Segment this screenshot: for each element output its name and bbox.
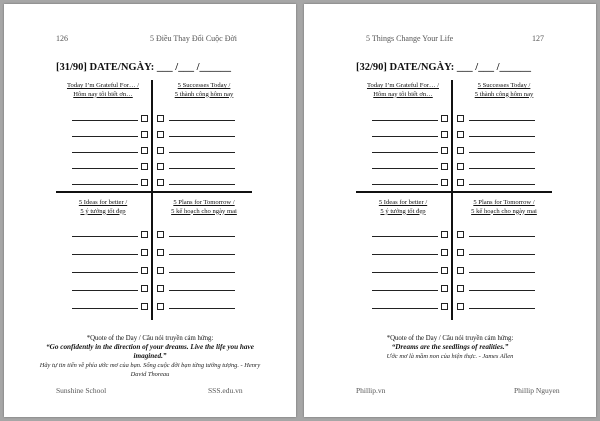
write-line[interactable] (169, 236, 235, 237)
journal-grid (56, 80, 252, 320)
checkbox[interactable] (457, 179, 464, 186)
grateful-row (372, 144, 448, 154)
checkbox[interactable] (157, 147, 164, 154)
write-line[interactable] (469, 184, 535, 185)
journal-grid (356, 80, 552, 320)
left-page (4, 4, 296, 417)
write-line[interactable] (469, 152, 535, 153)
checkbox[interactable] (441, 115, 448, 122)
write-line[interactable] (72, 168, 138, 169)
checkbox[interactable] (141, 267, 148, 274)
successes-row (157, 128, 235, 138)
checkbox[interactable] (157, 115, 164, 122)
checkbox[interactable] (441, 249, 448, 256)
successes-row (457, 160, 535, 170)
checkbox[interactable] (157, 163, 164, 170)
ideas-heading: 5 Ideas for better / 5 ý tưởng tốt đẹp (378, 199, 428, 215)
grateful-row (372, 128, 448, 138)
write-line[interactable] (469, 136, 535, 137)
write-line[interactable] (169, 272, 235, 273)
quote-block (34, 334, 266, 379)
write-line[interactable] (372, 168, 438, 169)
ideas-row (72, 300, 148, 310)
successes-heading: 5 Successes Today / 5 thành công hôm nay (474, 82, 534, 98)
grateful-row (72, 128, 148, 138)
vertical-divider (451, 80, 453, 320)
successes-row (457, 128, 535, 138)
ideas-row (72, 228, 148, 238)
ideas-row (372, 246, 448, 256)
right-page (304, 4, 596, 417)
page-number: 127 (532, 34, 544, 43)
write-line[interactable] (169, 152, 235, 153)
checkbox[interactable] (141, 163, 148, 170)
grateful-row (72, 176, 148, 186)
successes-row (157, 144, 235, 154)
checkbox[interactable] (457, 163, 464, 170)
checkbox[interactable] (141, 115, 148, 122)
write-line[interactable] (469, 290, 535, 291)
checkbox[interactable] (157, 249, 164, 256)
write-line[interactable] (72, 184, 138, 185)
checkbox[interactable] (441, 231, 448, 238)
checkbox[interactable] (457, 131, 464, 138)
ideas-row (72, 264, 148, 274)
plans-heading: 5 Plans for Tomorrow / 5 kế hoạch cho ngày mai (171, 199, 237, 215)
successes-row (457, 112, 535, 122)
plans-row (457, 246, 535, 256)
checkbox[interactable] (457, 267, 464, 274)
grateful-row (372, 176, 448, 186)
write-line[interactable] (169, 254, 235, 255)
write-line[interactable] (372, 272, 438, 273)
ideas-row (72, 282, 148, 292)
write-line[interactable] (372, 254, 438, 255)
write-line[interactable] (72, 290, 138, 291)
footer-left: Sunshine School (56, 386, 107, 395)
checkbox[interactable] (157, 285, 164, 292)
write-line[interactable] (72, 236, 138, 237)
quote-translation: Hãy tự tin tiến về phía ước mơ của bạn. Sống cuộc đời bạn từng tưởng tượng. - Henry David Thoreau (39, 362, 261, 378)
plans-row (157, 228, 235, 238)
write-line[interactable] (72, 120, 138, 121)
plans-row (457, 300, 535, 310)
quote-label: *Quote of the Day / Câu nói truyền cảm hứng: (86, 335, 214, 342)
checkbox[interactable] (441, 147, 448, 154)
grateful-row (72, 160, 148, 170)
checkbox[interactable] (457, 231, 464, 238)
checkbox[interactable] (141, 249, 148, 256)
ideas-row (372, 282, 448, 292)
quote-text: “Go confidently in the direction of your dreams. Live the life you have imagined.” (46, 343, 254, 360)
plans-heading: 5 Plans for Tomorrow / 5 kế hoạch cho ngày mai (471, 199, 537, 215)
ideas-row (372, 228, 448, 238)
checkbox[interactable] (457, 285, 464, 292)
write-line[interactable] (372, 184, 438, 185)
plans-row (457, 264, 535, 274)
plans-row (457, 228, 535, 238)
ideas-heading: 5 Ideas for better / 5 ý tưởng tốt đẹp (78, 199, 128, 215)
plans-row (157, 300, 235, 310)
checkbox[interactable] (157, 179, 164, 186)
write-line[interactable] (169, 290, 235, 291)
checkbox[interactable] (141, 303, 148, 310)
write-line[interactable] (372, 290, 438, 291)
write-line[interactable] (169, 168, 235, 169)
write-line[interactable] (72, 308, 138, 309)
grateful-heading: Today I’m Grateful For… / Hôm nay tôi biết ơn… (366, 82, 440, 98)
ideas-row (372, 300, 448, 310)
write-line[interactable] (169, 308, 235, 309)
horizontal-divider (356, 191, 552, 193)
checkbox[interactable] (141, 131, 148, 138)
checkbox[interactable] (157, 231, 164, 238)
checkbox[interactable] (141, 147, 148, 154)
ideas-row (72, 246, 148, 256)
write-line[interactable] (169, 184, 235, 185)
checkbox[interactable] (441, 267, 448, 274)
write-line[interactable] (169, 136, 235, 137)
horizontal-divider (56, 191, 252, 193)
plans-row (457, 282, 535, 292)
checkbox[interactable] (441, 131, 448, 138)
successes-row (157, 112, 235, 122)
checkbox[interactable] (141, 179, 148, 186)
successes-row (157, 160, 235, 170)
running-title: 5 Điều Thay Đổi Cuộc Đời (150, 34, 237, 43)
write-line[interactable] (372, 120, 438, 121)
checkbox[interactable] (457, 303, 464, 310)
date-heading: [31/90] DATE/NGÀY: ___ /___ /______ (56, 62, 232, 73)
ideas-row (372, 264, 448, 274)
write-line[interactable] (72, 272, 138, 273)
write-line[interactable] (72, 152, 138, 153)
checkbox[interactable] (441, 285, 448, 292)
quote-block (334, 334, 566, 361)
write-line[interactable] (372, 152, 438, 153)
checkbox[interactable] (457, 147, 464, 154)
successes-row (457, 144, 535, 154)
write-line[interactable] (72, 136, 138, 137)
checkbox[interactable] (441, 303, 448, 310)
checkbox[interactable] (141, 231, 148, 238)
write-line[interactable] (469, 308, 535, 309)
checkbox[interactable] (457, 249, 464, 256)
footer-left: Phillip.vn (356, 386, 386, 395)
checkbox[interactable] (157, 131, 164, 138)
grateful-row (372, 160, 448, 170)
successes-heading: 5 Successes Today / 5 thành công hôm nay (174, 82, 234, 98)
write-line[interactable] (372, 136, 438, 137)
write-line[interactable] (469, 272, 535, 273)
footer-right: SSS.edu.vn (208, 386, 243, 395)
checkbox[interactable] (457, 115, 464, 122)
write-line[interactable] (469, 120, 535, 121)
successes-row (457, 176, 535, 186)
write-line[interactable] (469, 236, 535, 237)
running-title: 5 Things Change Your Life (366, 34, 454, 43)
checkbox[interactable] (141, 285, 148, 292)
date-heading: [32/90] DATE/NGÀY: ___ /___ /______ (356, 62, 532, 73)
checkbox[interactable] (441, 179, 448, 186)
checkbox[interactable] (441, 163, 448, 170)
plans-row (157, 264, 235, 274)
footer-right: Phillip Nguyen (514, 386, 560, 395)
successes-row (157, 176, 235, 186)
checkbox[interactable] (157, 267, 164, 274)
write-line[interactable] (72, 254, 138, 255)
write-line[interactable] (469, 254, 535, 255)
write-line[interactable] (372, 308, 438, 309)
grateful-row (72, 144, 148, 154)
plans-row (157, 246, 235, 256)
quote-label: *Quote of the Day / Câu nói truyền cảm hứng: (386, 335, 514, 342)
write-line[interactable] (169, 120, 235, 121)
checkbox[interactable] (157, 303, 164, 310)
vertical-divider (151, 80, 153, 320)
grateful-row (372, 112, 448, 122)
plans-row (157, 282, 235, 292)
write-line[interactable] (469, 168, 535, 169)
grateful-heading: Today I’m Grateful For… / Hôm nay tôi biết ơn… (66, 82, 140, 98)
quote-text: “Dreams are the seedlings of realities.” (391, 343, 509, 351)
quote-translation: Ước mơ là mầm non của hiện thực. - James Allen (386, 353, 514, 360)
page-number: 126 (56, 34, 68, 43)
write-line[interactable] (372, 236, 438, 237)
grateful-row (72, 112, 148, 122)
